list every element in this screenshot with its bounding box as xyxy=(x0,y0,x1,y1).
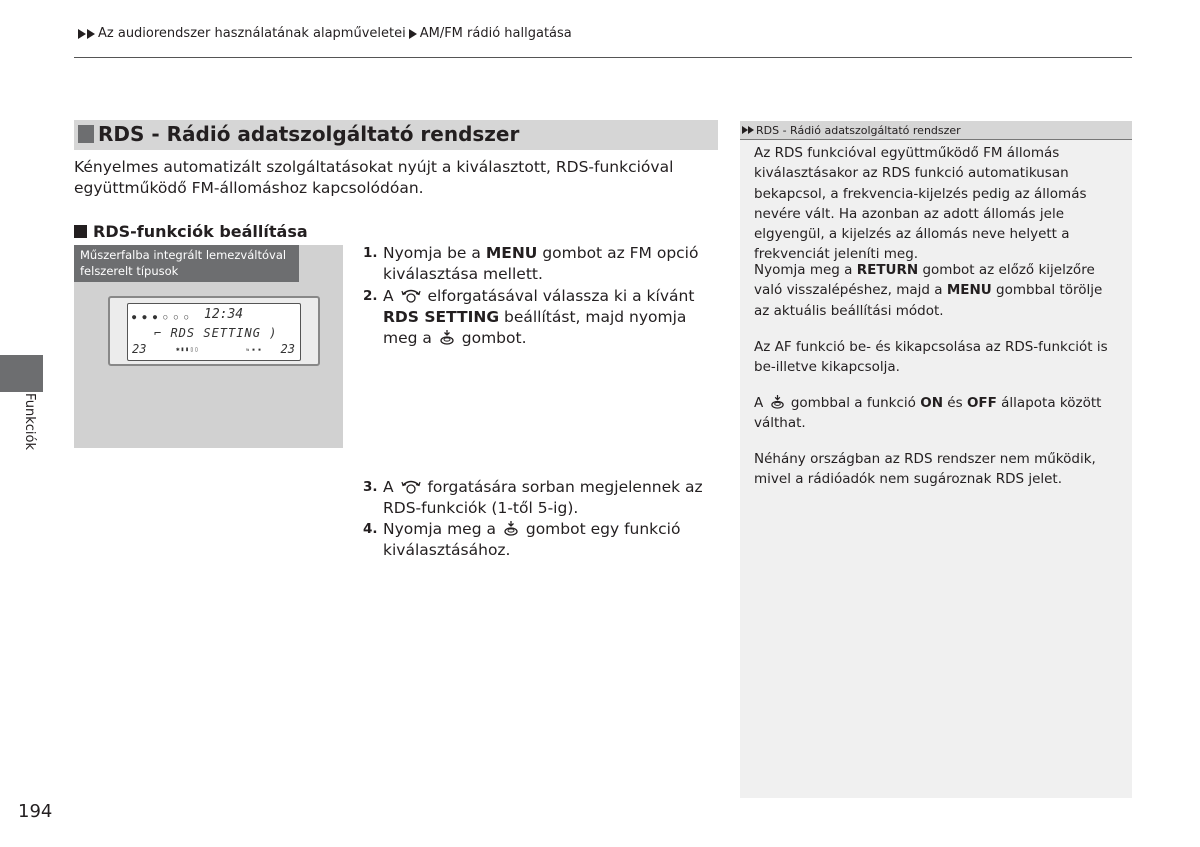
chapter-tab-marker xyxy=(0,355,43,392)
on-state-label: ON xyxy=(920,395,944,411)
note-paragraph: Az AF funkció be- és kikapcsolása az RDS-funkciót is be-illetve kikapcsolja. xyxy=(754,339,1108,376)
off-state-label: OFF xyxy=(966,395,997,411)
lcd-left-temp: 23 xyxy=(132,342,147,356)
arrow-icon xyxy=(78,29,86,39)
selector-knob-rotate-icon xyxy=(401,288,421,303)
return-button-label: RETURN xyxy=(856,262,919,278)
step-text: A forgatására sorban megjelennek az RDS-funkciók (1-től 5-ig). xyxy=(383,478,703,517)
breadcrumb-item-basics[interactable]: Az audiorendszer használatának alapműveletei xyxy=(98,26,406,41)
breadcrumb-item-am-fm[interactable]: AM/FM rádió hallgatása xyxy=(419,26,572,41)
lcd-scroll-icon: ) xyxy=(260,326,278,340)
subsection-marker-icon xyxy=(74,225,87,238)
step-4 xyxy=(363,519,723,561)
step-text: Nyomja be a MENU gombot az FM opció kiválasztása mellett. xyxy=(383,244,699,283)
lcd-fan-icon: ✱▮▮▯▯ xyxy=(176,346,200,353)
step-number: 4. xyxy=(363,521,378,537)
figure-label: Műszerfalba integrált lemezváltóval felszerelt típusok xyxy=(74,245,299,282)
section-heading-bar xyxy=(74,120,718,150)
display-figure xyxy=(74,245,343,448)
step-text: Nyomja meg a gombot egy funkció kiválasztásához. xyxy=(383,520,681,559)
chapter-tab-label[interactable]: Funkciók xyxy=(22,393,37,451)
selector-knob-rotate-icon xyxy=(401,479,421,494)
subsection-heading xyxy=(74,222,308,241)
step-2 xyxy=(363,286,723,349)
audio-display-bezel xyxy=(108,296,320,366)
step-number: 1. xyxy=(363,245,378,261)
step-text: A elforgatásával válassza ki a kívánt RDS SETTING beállítást, majd nyomja meg a gombot. xyxy=(383,287,695,347)
rds-setting-label: RDS SETTING xyxy=(383,308,500,326)
section-title: RDS - Rádió adatszolgáltató rendszer xyxy=(98,122,520,146)
notes-header-title: RDS - Rádió adatszolgáltató rendszer xyxy=(756,123,961,137)
lcd-seat-icon: ⌐ xyxy=(154,326,171,340)
menu-button-label: MENU xyxy=(946,282,992,299)
lcd-menu-text: RDS SETTING xyxy=(170,326,261,340)
breadcrumb xyxy=(78,26,575,41)
note-paragraph: Az RDS funkcióval együttműködő FM állomás kiválasztásakor az RDS funkció automatikusan bekapcsol, a frekvencia-kijelzés pedig az állomás nevére vált. Ha azonban az adott állomás jele elgyengül, a kijelzés az állomás neve helyett a frekvenciát jeleníti meg. xyxy=(754,145,1087,263)
section-marker-icon xyxy=(78,125,94,143)
lcd-climate-icon: ⇆ ▪ ▪ xyxy=(246,347,262,353)
step-3 xyxy=(363,477,723,519)
arrow-icon xyxy=(87,29,95,39)
step-number: 3. xyxy=(363,479,378,495)
header-divider xyxy=(74,57,1132,58)
step-1 xyxy=(363,243,723,285)
selector-knob-press-icon xyxy=(439,329,455,345)
step-number: 2. xyxy=(363,288,378,304)
subsection-title: RDS-funkciók beállítása xyxy=(93,222,308,241)
selector-knob-press-icon xyxy=(503,520,519,536)
note-paragraph: Nyomja meg a RETURN gombot az előző kijelzőre való visszalépéshez, majd a MENU gombbal törölje az aktuális beállítási módot. xyxy=(754,262,1103,319)
note-paragraph: A gombbal a funkció ON és OFF állapota között válthat. xyxy=(754,395,1102,432)
lcd-clock: 12:34 xyxy=(204,307,244,322)
menu-button-label: MENU xyxy=(485,244,538,262)
section-intro: Kényelmes automatizált szolgáltatásokat nyújt a kiválasztott, RDS-funkcióval együttműködő FM-állomáshoz kapcsolódóan. xyxy=(74,158,674,197)
lcd-screen xyxy=(127,303,301,361)
selector-knob-press-icon xyxy=(770,394,785,409)
notes-header xyxy=(740,121,1132,140)
lcd-right-temp: 23 xyxy=(280,342,295,356)
notes-panel xyxy=(740,121,1132,798)
reference-arrow-icon xyxy=(742,126,754,134)
note-paragraph: Néhány országban az RDS rendszer nem működik, mivel a rádióadók nem sugároznak RDS jelet. xyxy=(754,451,1096,488)
lcd-disc-indicators-icon: ● ● ● ○ ○ ○ xyxy=(132,313,190,321)
page-number: 194 xyxy=(18,801,53,822)
lcd-main-text xyxy=(154,326,277,340)
arrow-icon xyxy=(409,29,417,39)
